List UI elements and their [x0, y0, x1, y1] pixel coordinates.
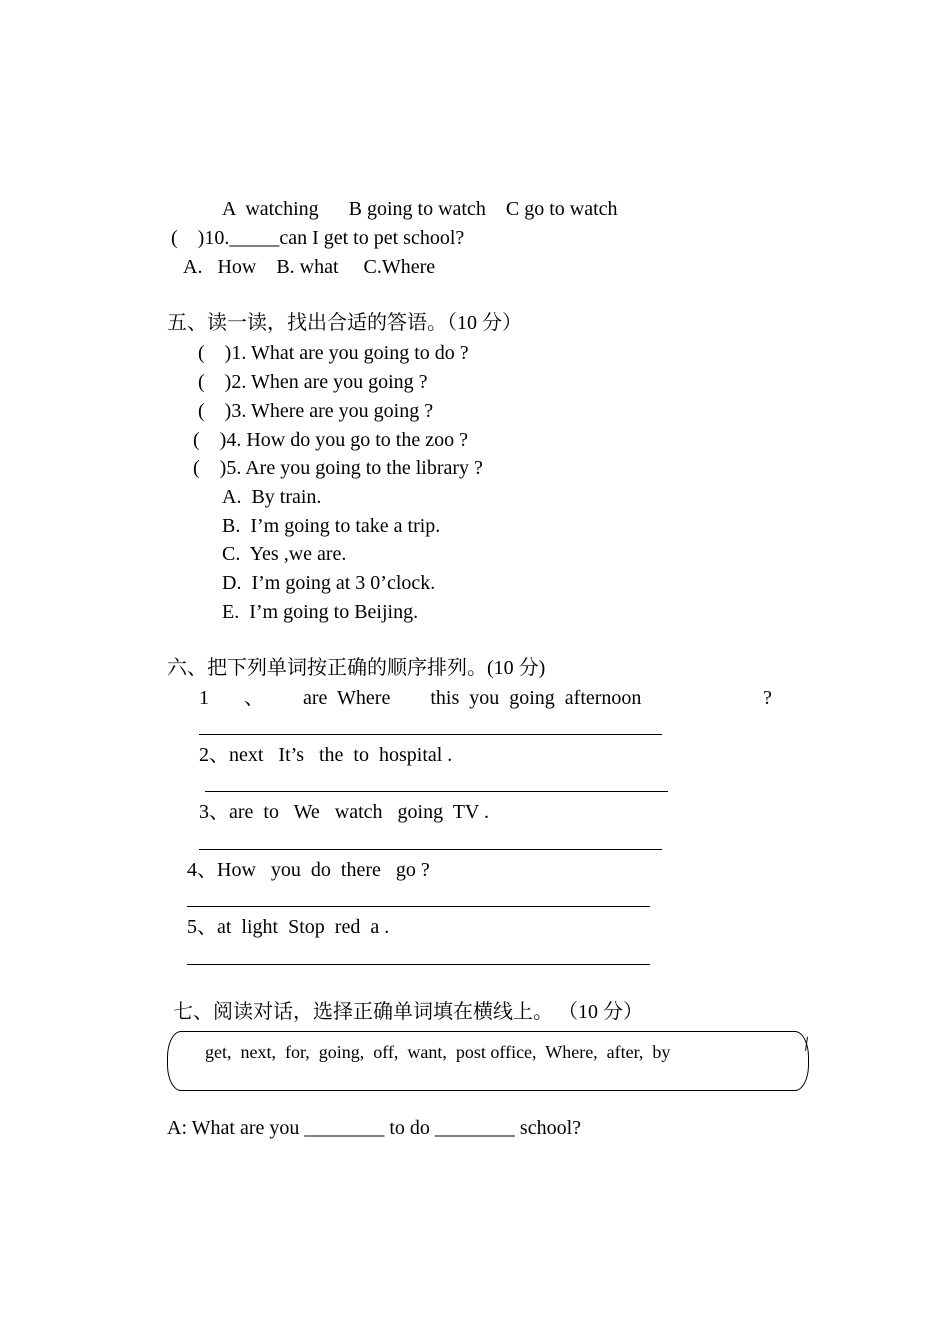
section5-answer-d: D. I’m going at 3 0’clock.	[222, 572, 436, 594]
section5-question-5: ( )5. Are you going to the library ?	[193, 457, 483, 479]
q10-options: A. How B. what C.Where	[183, 256, 436, 278]
section5-answer-c: C. Yes ,we are.	[222, 543, 347, 565]
section6-item-1-words: are Where this you going afternoon	[303, 687, 642, 709]
section5-question-2: ( )2. When are you going ?	[198, 371, 428, 393]
section6-item-2: 2、next It’s the to hospital .	[199, 744, 453, 766]
section6-item-1-separator: 、	[244, 687, 264, 709]
dialogue-line-a: A: What are you ________ to do ________ school?	[167, 1117, 582, 1139]
section5-answer-e: E. I’m going to Beijing.	[222, 601, 419, 623]
section5-answer-b: B. I’m going to take a trip.	[222, 515, 441, 537]
section6-answer-line-5[interactable]	[187, 964, 650, 965]
section6-item-1-number: 1	[199, 687, 209, 709]
section6-item-4: 4、How you do there go ?	[187, 859, 430, 881]
section5-question-3: ( )3. Where are you going ?	[198, 400, 434, 422]
section5-heading: 五、读一读，找出合适的答语。（10 分）	[167, 312, 522, 334]
section6-answer-line-3[interactable]	[199, 849, 662, 850]
section6-heading: 六、把下列单词按正确的顺序排列。(10 分)	[167, 657, 546, 679]
section5-question-1: ( )1. What are you going to do ?	[198, 342, 469, 364]
section5-question-4: ( )4. How do you go to the zoo ?	[193, 429, 468, 451]
q9-options: A watching B going to watch C go to watch	[222, 198, 618, 220]
section6-item-5: 5、at light Stop red a .	[187, 916, 390, 938]
q10-question: _____can I get to pet school?	[229, 227, 465, 249]
q10-row	[171, 226, 464, 250]
section5-answer-a: A. By train.	[222, 486, 322, 508]
word-bank-box-corner	[805, 1037, 811, 1051]
q10-number: ( )10.	[171, 227, 230, 249]
word-bank-text: get, next, for, going, off, want, post office, Where, after, by	[205, 1042, 671, 1062]
section6-answer-line-2[interactable]	[205, 791, 668, 792]
section7-heading: 七、阅读对话，选择正确单词填在横线上。 （10 分）	[173, 1001, 643, 1023]
section6-answer-line-1[interactable]	[199, 734, 662, 735]
section6-item-1-end: ?	[763, 687, 772, 709]
section6-item-3: 3、are to We watch going TV .	[199, 801, 490, 823]
section6-answer-line-4[interactable]	[187, 906, 650, 907]
